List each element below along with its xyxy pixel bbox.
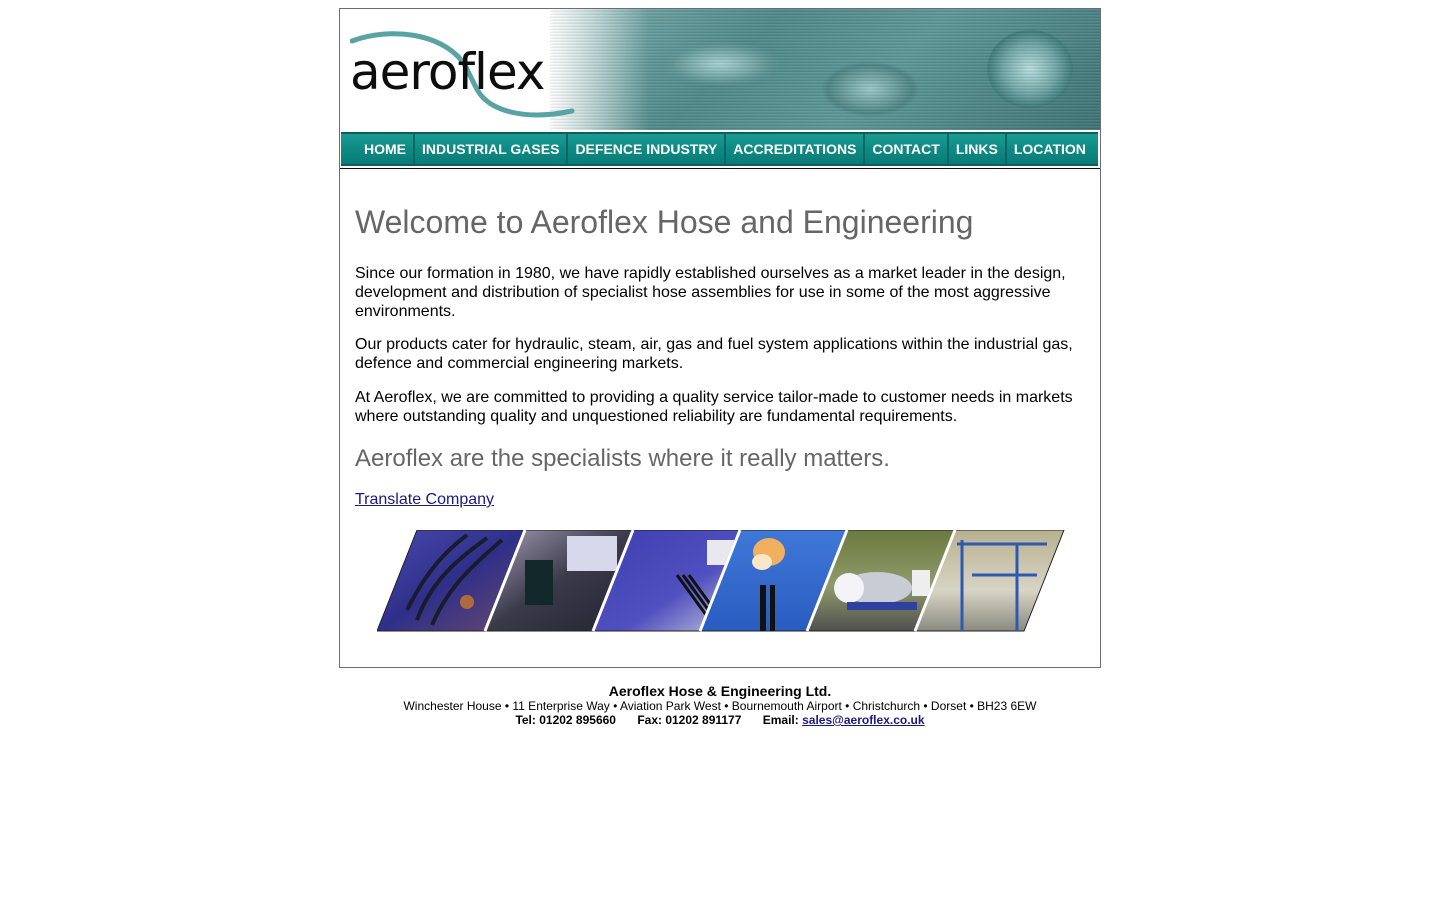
nav-bar bbox=[341, 132, 1098, 166]
nav-item-contact[interactable]: CONTACT bbox=[863, 134, 946, 164]
commitment-paragraph: At Aeroflex, we are committed to providing a quality service tailor-made to customer needs in markets where outstanding quality and unquestioned reliability are fundamental requirements. bbox=[355, 389, 1073, 425]
nav-item-industrial-gases[interactable]: INDUSTRIAL GASES bbox=[413, 134, 566, 164]
logo[interactable] bbox=[350, 29, 580, 124]
footer bbox=[0, 683, 1440, 727]
translate-company-link[interactable]: Translate Company bbox=[355, 491, 495, 508]
footer-contacts bbox=[0, 713, 1440, 727]
tagline: Aeroflex are the specialists where it really matters. bbox=[355, 445, 890, 472]
footer-company-name: Aeroflex Hose & Engineering Ltd. bbox=[608, 683, 832, 699]
products-paragraph: Our products cater for hydraulic, steam, air, gas and fuel system applications within the industrial gas, defence and commercial engineering markets. bbox=[355, 336, 1073, 372]
page-frame bbox=[339, 8, 1101, 668]
nav-item-links[interactable]: LINKS bbox=[947, 134, 1005, 164]
footer-fax: Fax: 01202 891177 bbox=[637, 713, 742, 727]
nav-divider bbox=[340, 168, 1100, 169]
image-strip bbox=[377, 530, 1067, 632]
footer-email-link[interactable]: sales@aeroflex.co.uk bbox=[802, 713, 925, 727]
header-banner bbox=[340, 9, 1100, 130]
footer-tel: Tel: 01202 895660 bbox=[515, 713, 616, 727]
banner-photo bbox=[550, 9, 1100, 130]
footer-email-label: Email: bbox=[762, 713, 799, 727]
nav-item-location[interactable]: LOCATION bbox=[1005, 134, 1093, 164]
footer-address: Winchester House • 11 Enterprise Way • Aviation Park West • Bournemouth Airport • Christchurch • Dorset • BH23 6EW bbox=[403, 699, 1037, 713]
nav-item-home[interactable]: HOME bbox=[364, 141, 406, 157]
page-title: Welcome to Aeroflex Hose and Engineering bbox=[355, 204, 974, 240]
main-nav bbox=[340, 130, 1100, 169]
logo-text: aeroflex bbox=[350, 43, 545, 101]
intro-paragraph: Since our formation in 1980, we have rapidly established ourselves as a market leader in the design, development and distribution of specialist hose assemblies for use in some of the most aggressive environments. bbox=[355, 265, 1066, 320]
nav-item-defence-industry[interactable]: DEFENCE INDUSTRY bbox=[566, 134, 724, 164]
nav-item-accreditations[interactable]: ACCREDITATIONS bbox=[724, 134, 863, 164]
